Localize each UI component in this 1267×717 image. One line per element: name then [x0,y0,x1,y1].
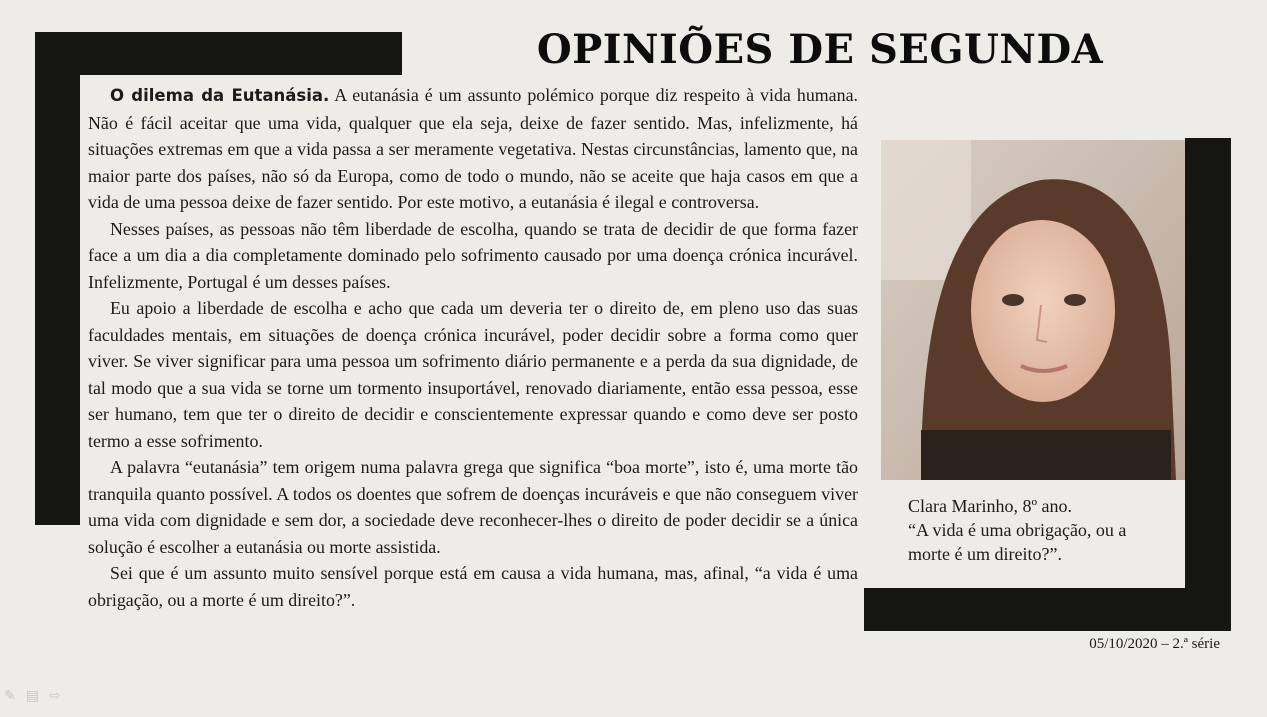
caption-quote-line-2: morte é um direito?”. [908,544,1062,564]
article-paragraph-1: O dilema da Eutanásia. A eutanásia é um assunto polémico porque diz respeito à vida humana. Não é fácil aceitar que uma vida, qualquer que ela seja, deixe de fazer sentido. Mas, infelizmente, há situações extremas em que a vida passa a ser meramente vegetativa. Nestas circunstâncias, lamento que, na maior parte dos países, não só da Europa, como de todo o mundo, não se aceite que haja casos em que a vida de uma pessoa deixe de fazer sentido. Por este motivo, a eutanásia é ilegal e controversa. [88,85,858,212]
caption-author: Clara Marinho, 8º ano. [908,496,1073,516]
article-body [88,82,858,613]
portrait-image [881,140,1185,480]
author-photo [881,140,1185,480]
article-paragraph-4: A palavra “eutanásia” tem origem numa palavra grega que significa “boa morte”, isto é, uma morte tão tranquila quanto possível. A todos os doentes que sofrem de doenças incuráveis e que não conseguem viver uma vida com dignidade e sem dor, a sociedade deve reconhecer-lhes o direito de poder decidir se a única solução é escolher a eutanásia ou morte assistida. [88,457,858,557]
article-paragraph-2: Nesses países, as pessoas não têm liberdade de escolha, quando se trata de decidir de que forma fazer face a um dia a dia completamente dominado pelo sofrimento causado por uma doença crónica incurável. Infelizmente, Portugal é um desses países. [88,218,858,292]
article-paragraph-3: Eu apoio a liberdade de escolha e acho que cada um deveria ter o direito de, em pleno uso das suas faculdades mentais, em situações de doença crónica incurável, poder decidir sobre a forma como quer viver. Se viver significar para uma pessoa um sofrimento diário permanente e a perda da sua dignidade, de tal modo que a sua vida se torne um tormento insuportável, renovado diariamente, então essa pessoa, esse ser humano, tem que ter o direito de decidir e conscientemente expressar quando e como deve ser posto termo a esse sofrimento. [88,298,858,451]
page-title: OPINIÕES DE SEGUNDA [536,26,1104,73]
caption-quote-line-1: “A vida é uma obrigação, ou a [908,520,1127,540]
slide-nav-controls [4,688,61,704]
article-heading: O dilema da Eutanásia. [110,86,330,105]
pen-icon[interactable]: ✎ [4,688,16,704]
date-series: 05/10/2020 – 2.ª série [1089,636,1220,652]
arrow-icon[interactable]: ⇨ [48,688,61,704]
article-paragraph-5: Sei que é um assunto muito sensível porque está em causa a vida humana, mas, afinal, “a vida é uma obrigação, ou a morte é um direito?”. [88,563,858,610]
slides-icon[interactable]: ▤ [25,688,39,704]
photo-caption [908,494,1178,566]
